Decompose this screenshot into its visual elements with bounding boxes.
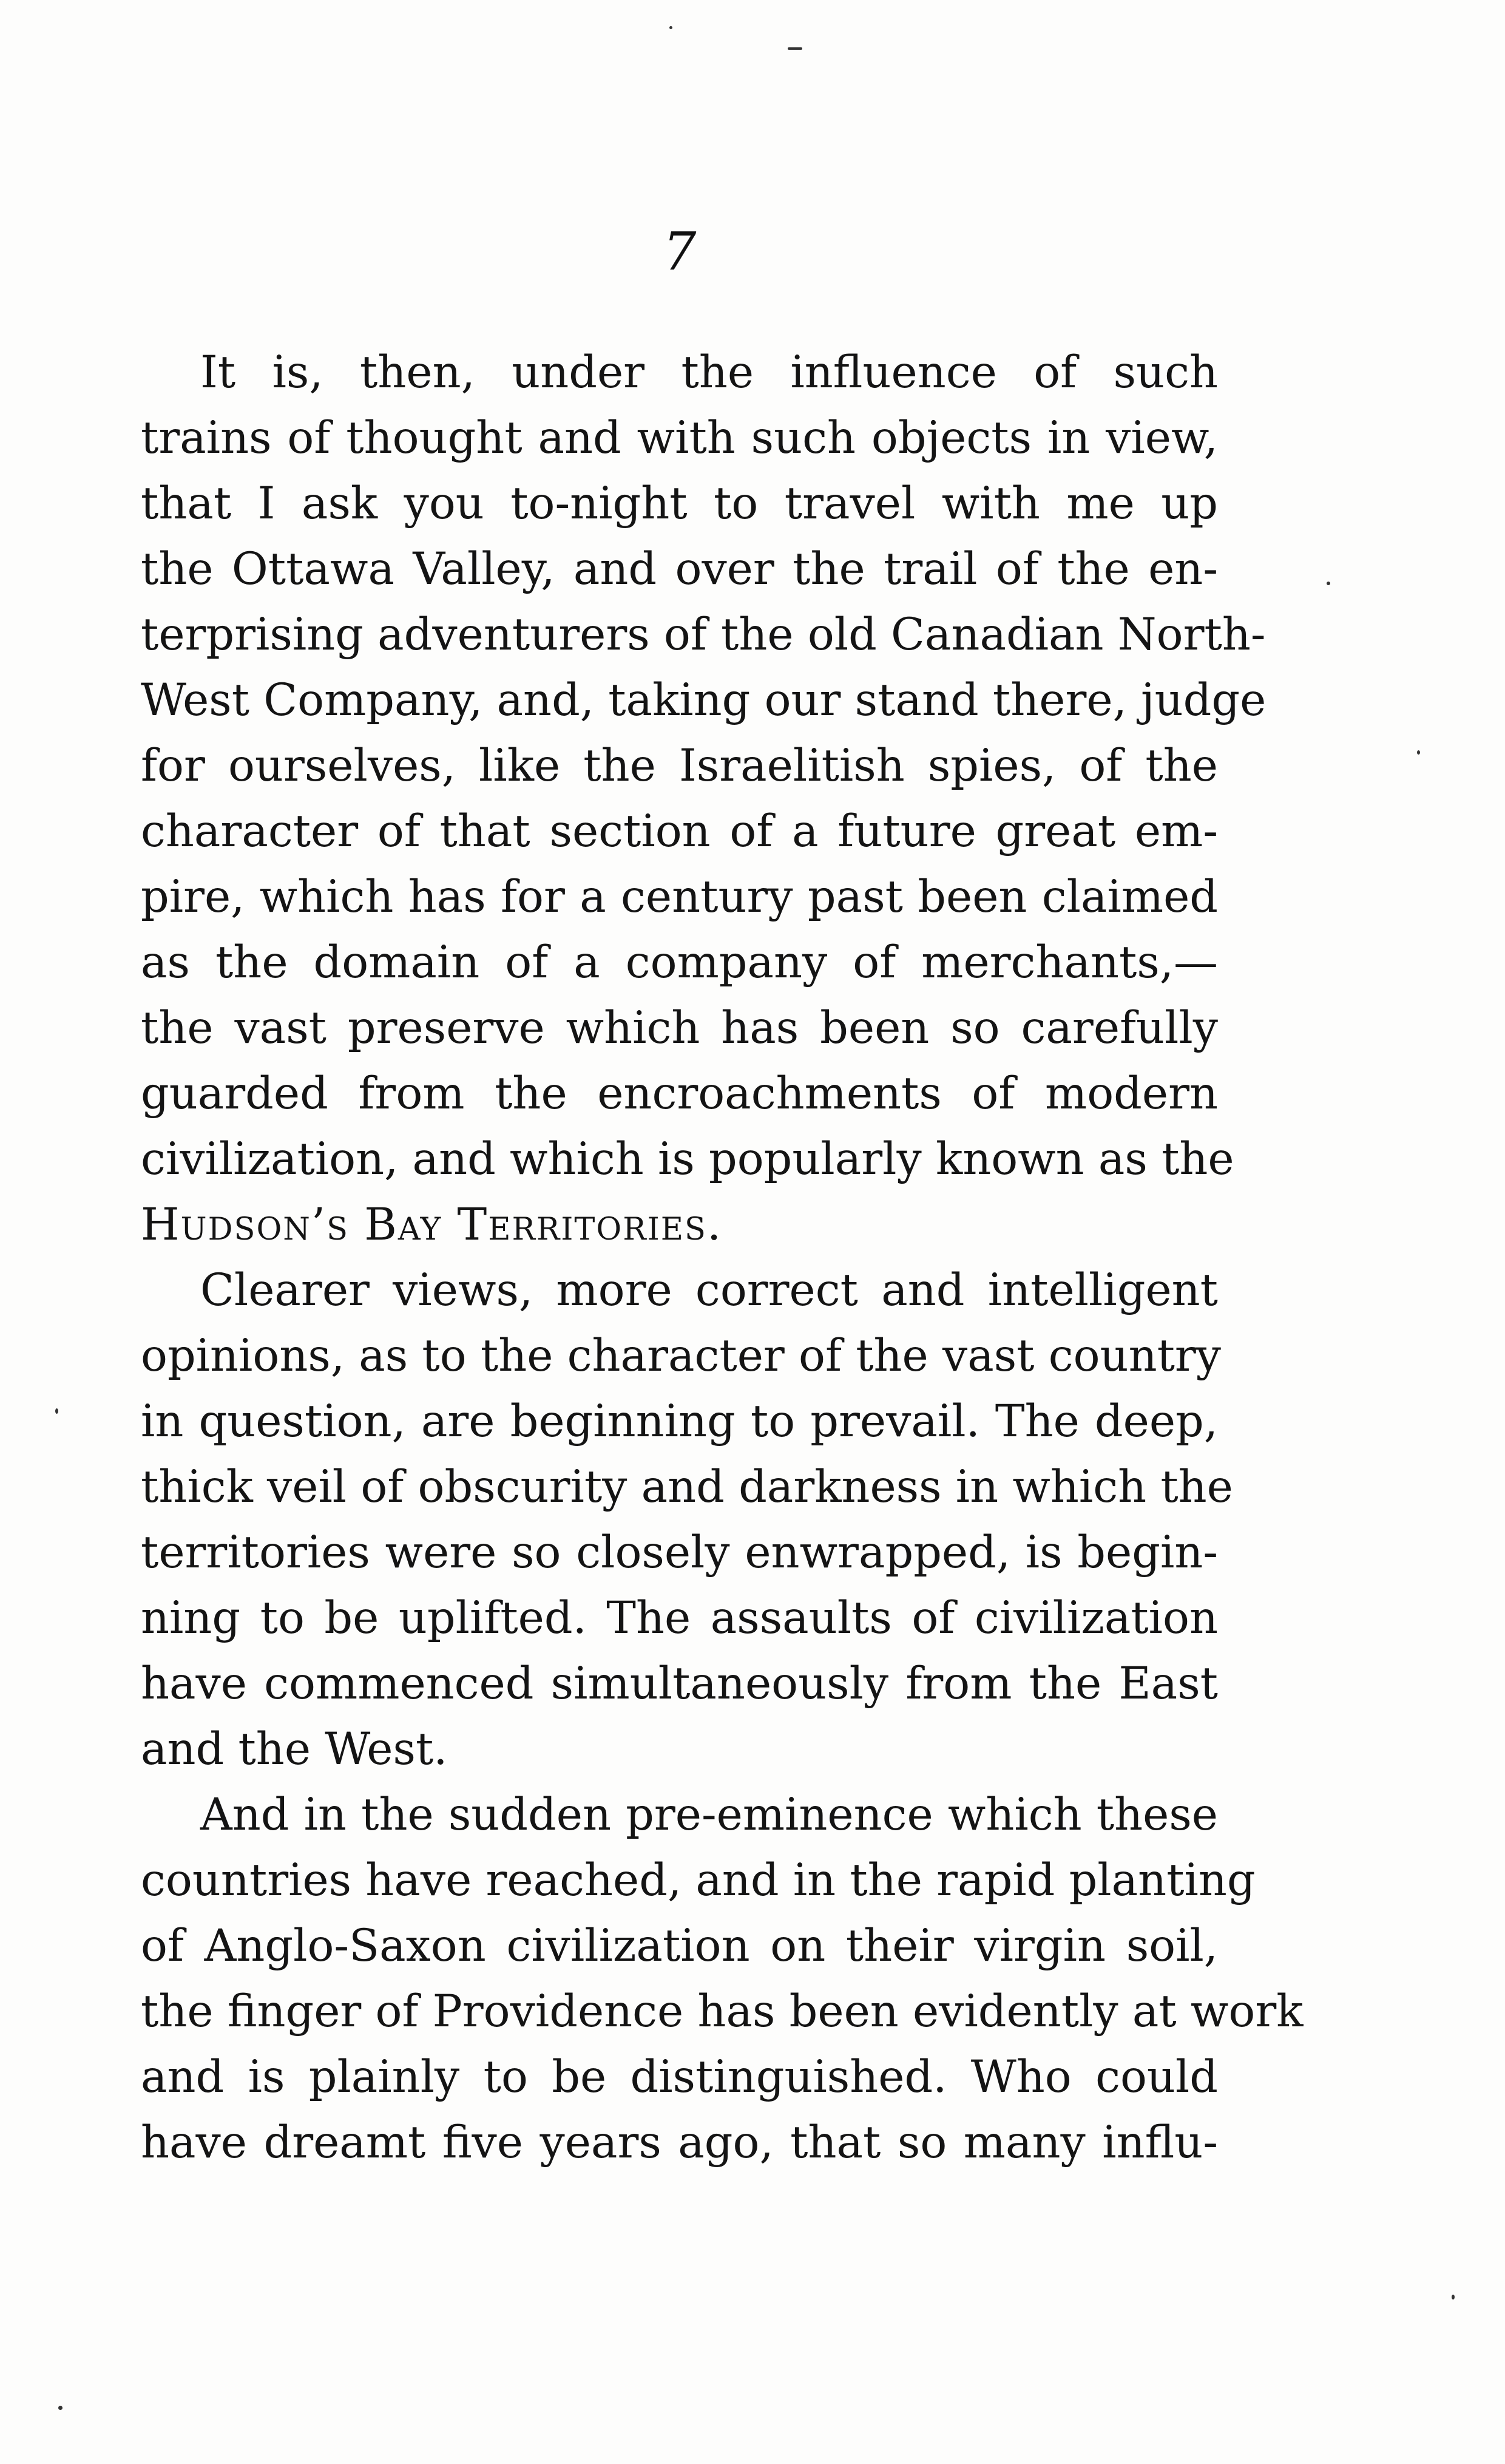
text-line: It is, then, under the influence of such	[200, 347, 1218, 398]
text-line: West Company, and, taking our stand there, judge	[141, 674, 1267, 726]
text-line: have commenced simultaneously from the East	[141, 1658, 1218, 1709]
text-line: the finger of Providence has been evidently at work	[141, 1986, 1304, 2037]
text-line: trains of thought and with such objects in view,	[141, 412, 1218, 464]
text-line: that I ask you to-night to travel with me up	[141, 478, 1218, 529]
print-speck	[669, 26, 672, 29]
print-speck	[1452, 2295, 1455, 2299]
text-line: opinions, as to the character of the vast country	[141, 1330, 1222, 1382]
text-line: ning to be uplifted. The assaults of civilization	[141, 1592, 1218, 1644]
print-speck	[58, 2406, 63, 2410]
text-line: for ourselves, like the Israelitish spies, of the	[141, 740, 1218, 792]
text-line: the Ottawa Valley, and over the trail of the en-	[141, 543, 1218, 595]
text-line: guarded from the encroachments of modern	[141, 1068, 1218, 1119]
text-line: character of that section of a future great em-	[141, 806, 1218, 857]
text-line: as the domain of a company of merchants,—	[141, 937, 1218, 988]
page-number: 7	[663, 222, 697, 282]
text-line: territories were so closely enwrapped, is begin-	[141, 1527, 1218, 1578]
body-text	[141, 340, 1304, 2176]
print-speck	[788, 47, 802, 50]
text-line: thick veil of obscurity and darkness in which the	[141, 1461, 1233, 1513]
text-line: terprising adventurers of the old Canadian North-	[141, 609, 1266, 660]
text-line: of Anglo-Saxon civilization on their virgin soil,	[141, 1920, 1218, 1972]
text-line: the vast preserve which has been so carefully	[141, 1002, 1218, 1054]
text-line: countries have reached, and in the rapid planting	[141, 1855, 1256, 1906]
print-speck	[1417, 750, 1420, 755]
text-line-small-caps: Hudson’s Bay Territories.	[141, 1199, 723, 1251]
text-line: in question, are beginning to prevail. The deep,	[141, 1396, 1218, 1447]
text-line: pire, which has for a century past been claimed	[141, 871, 1218, 923]
print-speck	[1327, 582, 1330, 585]
text-line: civilization, and which is popularly known as the	[141, 1133, 1234, 1185]
text-line: and is plainly to be distinguished. Who could	[141, 2051, 1218, 2103]
text-line: have dreamt five years ago, that so many influ-	[141, 2117, 1218, 2168]
text-line: and the West.	[141, 1723, 448, 1775]
text-line: Clearer views, more correct and intelligent	[200, 1264, 1218, 1316]
print-speck	[55, 1408, 58, 1414]
text-line: And in the sudden pre-eminence which these	[200, 1789, 1218, 1841]
